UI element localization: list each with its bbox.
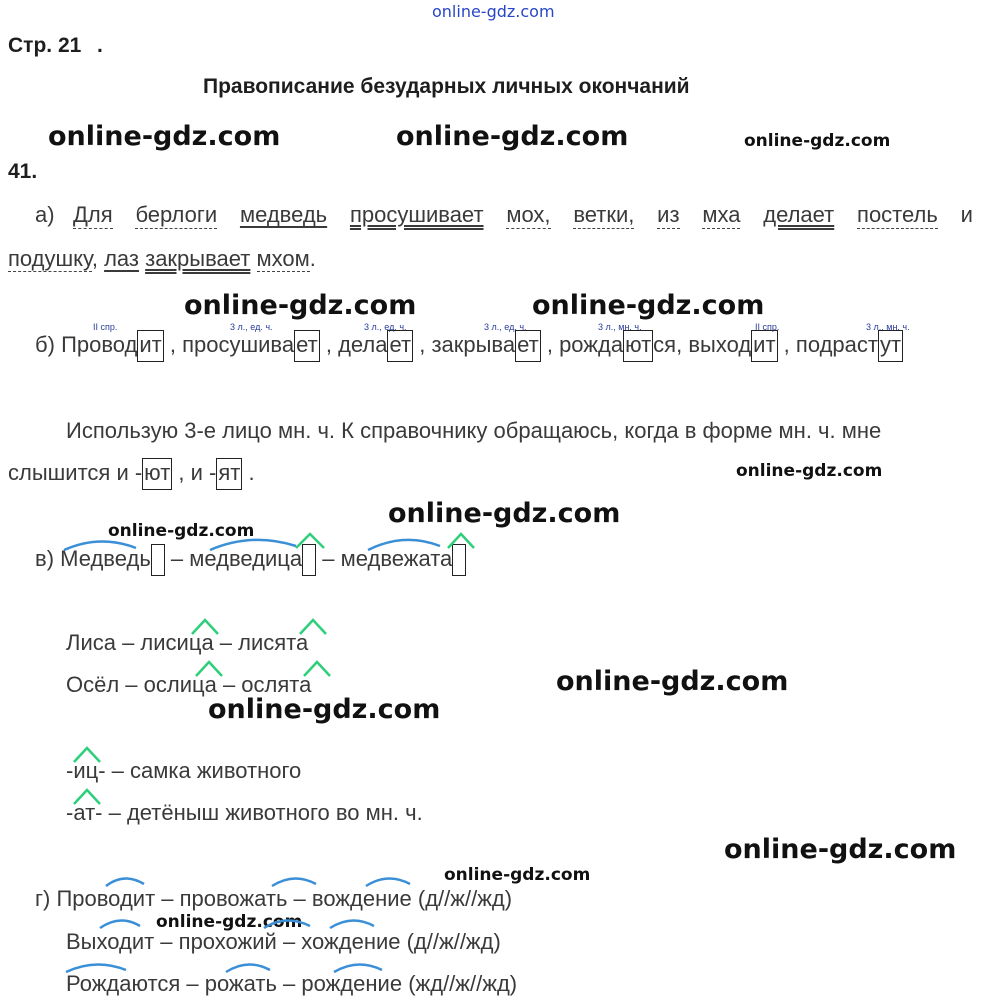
- ending-box: ит: [137, 330, 163, 362]
- root-arc: [330, 920, 374, 928]
- word: Для: [73, 202, 113, 227]
- page-title: Правописание безударных личных окончаний: [203, 75, 690, 98]
- root-arc: [334, 964, 382, 972]
- subject-word: медведь: [239, 202, 328, 227]
- verb: делает ,: [338, 332, 425, 357]
- label-person: 3 л., мн. ч.: [866, 322, 910, 332]
- section-v-line1: в) Медведь – медведица – медвежата: [35, 544, 466, 576]
- word: мох,: [506, 202, 551, 227]
- page-reference-dot: .: [97, 34, 103, 57]
- watermark-10: online-gdz.com: [208, 694, 441, 725]
- root-arc: [106, 878, 144, 886]
- label-person: 3 л., ед. ч.: [364, 322, 407, 332]
- suffix-definition-2: -ат- – детёныш животного во мн. ч.: [66, 800, 423, 825]
- ending-box: ют: [142, 458, 172, 490]
- ending-box: ет: [387, 330, 413, 362]
- word: мха: [702, 202, 741, 227]
- suffix-hat: [196, 662, 222, 676]
- section-v-line3: Осёл – ослица – ослята: [66, 672, 312, 697]
- root-arc: [366, 878, 410, 886]
- root-arc: [100, 920, 140, 928]
- section-b-prefix: б): [35, 332, 55, 357]
- word: ветки,: [573, 202, 635, 227]
- root-arc: [64, 541, 136, 550]
- section-g-line3: Рождаются – рожать – рождение (жд//ж//жд): [66, 971, 518, 996]
- word: берлоги: [135, 202, 218, 227]
- watermark-6: online-gdz.com: [736, 461, 883, 481]
- verb: закрывает ,: [431, 332, 553, 357]
- watermark-1: online-gdz.com: [48, 121, 281, 152]
- suffix-hat: [304, 662, 330, 676]
- ending-box: ют: [623, 330, 653, 362]
- watermark-7: online-gdz.com: [388, 498, 621, 529]
- verb: выходит ,: [688, 332, 789, 357]
- ending-box: ет: [515, 330, 541, 362]
- section-g-line1: г) Проводит – провожать – вождение (д//ж//жд): [35, 886, 513, 911]
- watermark-11: online-gdz.com: [724, 834, 957, 865]
- section-g-line2: Выходит – прохожий – хождение (д//ж//жд): [66, 929, 501, 954]
- punct: ,: [91, 246, 105, 271]
- watermark-13: online-gdz.com: [156, 912, 303, 932]
- section-v-line2: Лиса – лисица – лисята: [66, 630, 309, 655]
- word: постель: [857, 202, 938, 227]
- suffix-hat: [192, 620, 218, 634]
- suffix-hat: [74, 748, 100, 762]
- root-arc: [66, 964, 126, 972]
- label-person: 3 л., ед. ч.: [484, 322, 527, 332]
- predicate-word: делает: [763, 202, 835, 227]
- word: подушку: [8, 246, 92, 271]
- word: из: [657, 202, 680, 227]
- verb: рождаются,: [559, 332, 682, 357]
- watermark-5: online-gdz.com: [532, 290, 765, 321]
- watermark-12: online-gdz.com: [444, 865, 591, 885]
- ending-box: ут: [878, 330, 903, 362]
- suffix-hat: [296, 534, 324, 548]
- ending-box: ет: [294, 330, 320, 362]
- note-line1: Использую 3-е лицо мн. ч. К справочнику обращаюсь, когда в форме мн. ч. мне: [66, 418, 882, 443]
- watermark-top: online-gdz.com: [432, 2, 555, 21]
- verb: просушивает ,: [182, 332, 332, 357]
- suffix-hat: [448, 534, 474, 548]
- label-person: 3 л., мн. ч.: [598, 322, 642, 332]
- label-conj: II спр.: [755, 322, 780, 332]
- suffix-hat: [300, 620, 326, 634]
- watermark-4: online-gdz.com: [184, 290, 417, 321]
- punct: .: [309, 246, 316, 271]
- watermark-8: online-gdz.com: [108, 521, 255, 541]
- verb: подрастут: [796, 332, 903, 357]
- subject-word: лаз: [104, 246, 139, 271]
- predicate-word: закрывает: [145, 246, 251, 271]
- watermark-3: online-gdz.com: [744, 131, 891, 151]
- label-conj: II спр.: [93, 322, 118, 332]
- ending-box: ит: [751, 330, 777, 362]
- watermark-9: online-gdz.com: [556, 666, 789, 697]
- root-arc: [264, 920, 310, 928]
- word: и: [960, 202, 973, 227]
- watermark-2: online-gdz.com: [396, 121, 629, 152]
- root-arc: [210, 540, 296, 550]
- suffix-hat: [74, 790, 100, 804]
- suffix-definition-1: -иц- – самка животного: [66, 758, 302, 783]
- root-arc: [368, 540, 440, 550]
- label-person: 3 л., ед. ч.: [230, 322, 273, 332]
- verb: Проводит ,: [61, 332, 176, 357]
- page-reference: Стр. 21: [8, 34, 82, 57]
- word: мхом: [256, 246, 310, 271]
- note-line2: слышится и -ют , и -ят .: [8, 458, 255, 490]
- exercise-number: 41.: [8, 160, 38, 183]
- predicate-word: просушивает: [349, 202, 484, 227]
- section-a-prefix: а): [35, 202, 55, 227]
- root-arc: [226, 964, 270, 972]
- ending-box: ят: [216, 458, 242, 490]
- root-arc: [272, 878, 316, 886]
